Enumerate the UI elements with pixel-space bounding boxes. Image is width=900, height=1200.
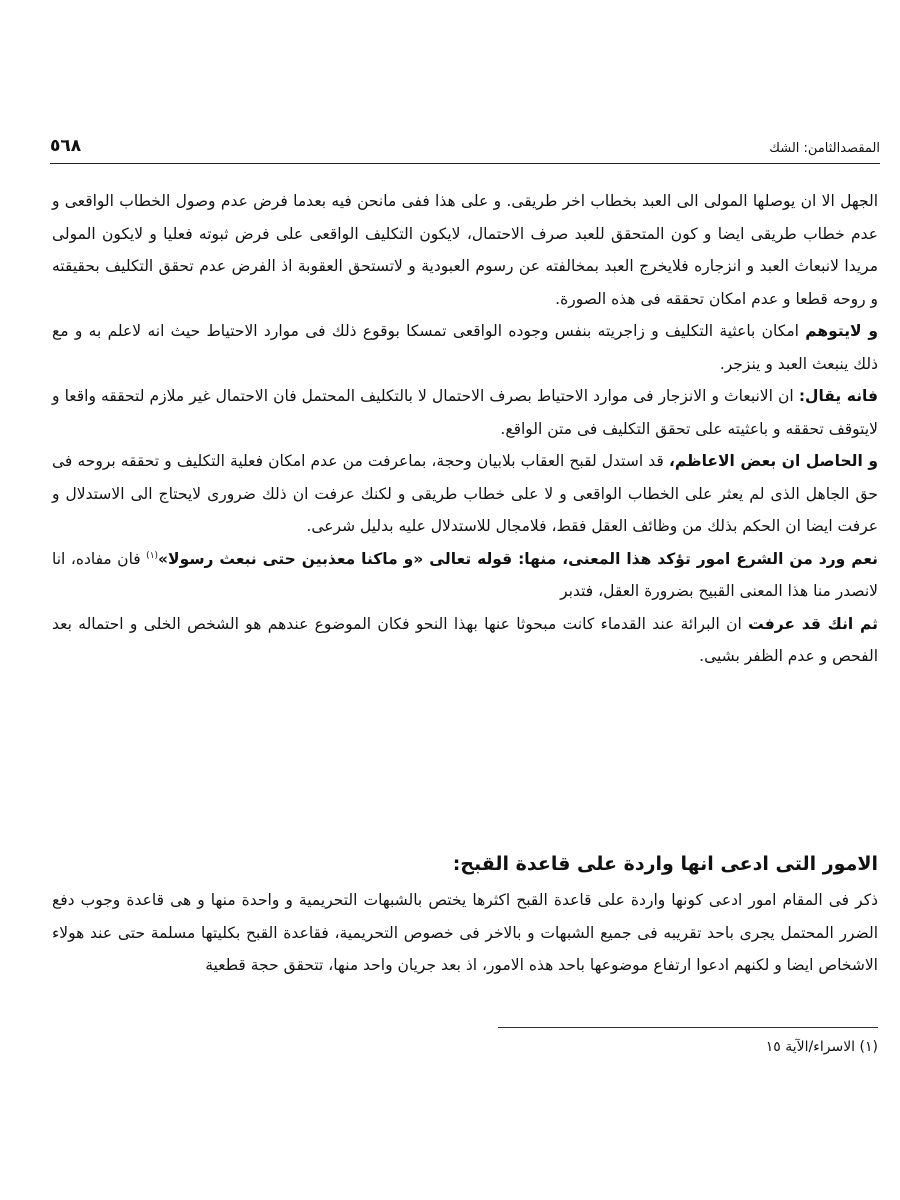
paragraph-lead: فانه يقال:	[798, 387, 878, 405]
paragraph-text: ان الانبعاث و الانزجار فى موارد الاحتياط بصرف الاحتمال لا بالتكليف المحتمل فان الاحتمال غير ملازم لتحققه واقعا و لايتوقف تحققه و باعثيته على تحقق التكليف فى متن الواقع.	[52, 387, 878, 438]
paragraph	[52, 315, 878, 380]
paragraph-lead: ثم انك قد عرفت	[748, 614, 879, 633]
footnote-rule	[498, 1027, 878, 1028]
paragraph-text: فان مفاده، انا لانصدر منا هذا المعنى القبيح بضرورة العقل، فتدبر	[52, 549, 878, 600]
header-rule	[50, 163, 880, 164]
paragraph	[52, 445, 878, 543]
paragraph-lead: و لايتوهم	[805, 322, 878, 340]
paragraph	[52, 380, 878, 445]
paragraph-text: قد استدل لقبح العقاب بلابيان وحجة، بماعرفت من عدم امكان فعلية التكليف و تحققه بروحه فى حق الجاهل الذى لم يعثر على الخطاب الواقعى و لا على خطاب طريقى و لكنك عرفت ان ذلك ضرورى لايحتاج الى الاستدلال و عرفت ايضا ان الحكم بذلك من وظائف العقل فقط، فلامجال للاستدلال عليه بدليل شرعى.	[52, 452, 878, 535]
paragraph	[52, 185, 878, 315]
paragraph-text: الجهل الا ان يوصلها المولى الى العبد بخطاب اخر طريقى. و على هذا ففى مانحن فيه بعدما فرض عدم وصول الخطاب الواقعى و عدم خطاب طريقى ايضا و كون المتحقق للعبد صرف الاحتمال، لايكون التكليف الواقعى على فرض ثبوته فعليا و لايكون المولى مريدا لانبعاث العبد و انزجاره فلايخرج العبد بمخالفته عن رسوم العبودية و لاتستحق العقوبة اذ الفرض عدم تحقق التكليف بحقيقته و روحه قطعا و عدم امكان تحققه فى هذه الصورة.	[52, 192, 878, 308]
paragraph-text: امكان باعثية التكليف و زاجريته بنفس وجوده الواقعى تمسكا بوقوع ذلك فى موارد الاحتياط حيث انه لاعلم به و مع ذلك ينبعث العبد و ينزجر.	[52, 322, 878, 373]
body-text	[52, 185, 878, 673]
paragraph-text: ذكر فى المقام امور ادعى كونها واردة على قاعدة القبح اكثرها يختص بالشبهات التحريمية و واحدة منها و هى قاعدة وجوب دفع الضرر المحتمل يجرى باحد تقريبه فى جميع الشبهات و بالاخر فى خصوص التحريمية، فقاعدة القبح بكليتها مسلمة حتى عند هولاء الاشخاص ايضا و لكنهم ادعوا ارتفاع موضوعها باحد هذه الامور، اذ بعد جريان واحد منها، تتحقق حجة قطعية	[52, 891, 878, 974]
paragraph	[52, 608, 878, 673]
footnote: (١) الاسراء/الآية ١٥	[765, 1039, 878, 1055]
paragraph-lead: نعم ورد من الشرع امور تؤكد هذا المعنى، منها: قوله تعالى «و ماكنا معذبين حتى نبعث رسولا»	[158, 549, 878, 568]
page-header	[50, 132, 880, 156]
paragraph	[52, 543, 878, 608]
paragraph-lead: و الحاصل ان بعض الاعاظم،	[668, 452, 878, 470]
footnote-marker: (١)	[146, 550, 159, 561]
paragraph-text: ان البرائة عند القدماء كانت مبحوثا عنها بهذا النحو فكان الموضوع عندهم هو الشخص الخلى و احتماله بعد الفحص و عدم الظفر بشيى.	[52, 614, 878, 665]
running-head: المقصدالثامن: الشك	[769, 141, 880, 156]
section-heading: الامور التى ادعى انها واردة على قاعدة القبح:	[452, 853, 878, 875]
page-number: ٥٦٨	[50, 136, 82, 156]
paragraph	[52, 884, 878, 982]
section-body	[52, 884, 878, 982]
